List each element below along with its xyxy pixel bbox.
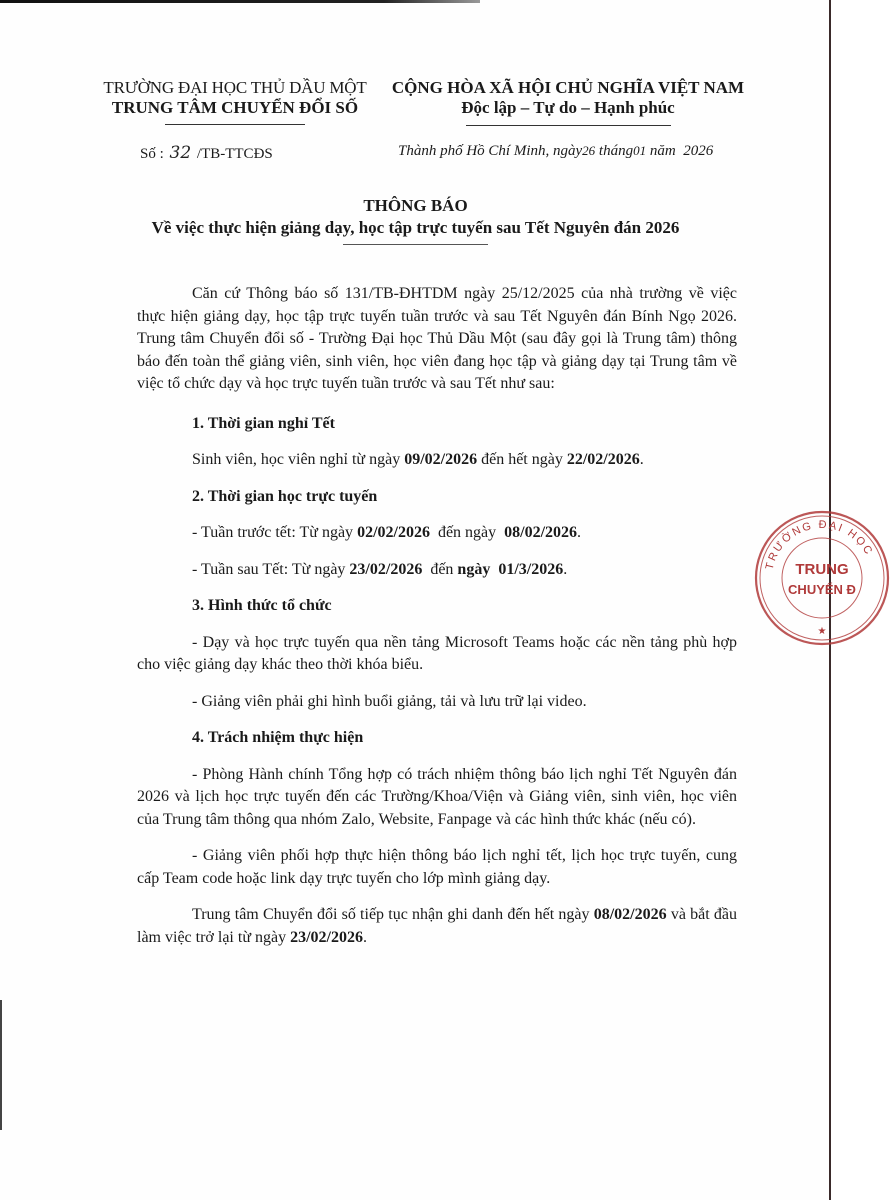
place-prefix: Thành phố Hồ Chí Minh, ngày: [398, 143, 583, 159]
holiday-text-mid: đến hết ngày: [477, 451, 567, 468]
week-before-from: 02/02/2026: [357, 524, 430, 541]
week-after-mid: đến: [422, 560, 458, 578]
scan-edge-left: [0, 1000, 2, 1130]
online-week-after: [137, 559, 737, 582]
online-week-before: [137, 522, 737, 545]
notice-subject: Về việc thực hiện giảng dạy, học tập trực tuyến sau Tết Nguyên đán 2026: [151, 218, 680, 237]
holiday-start-date: 09/02/2026: [404, 451, 478, 468]
closing-paragraph: [137, 904, 737, 949]
scan-edge-top: [0, 0, 480, 3]
notice-title: THÔNG BÁO: [363, 196, 468, 215]
date-day: 26: [582, 143, 596, 158]
month-label: tháng: [598, 143, 634, 159]
week-before-label: - Tuần trước tết: Từ ngày: [192, 524, 358, 541]
motto-underline: [466, 125, 671, 126]
holiday-text: Sinh viên, học viên nghỉ từ ngày: [192, 451, 405, 468]
section-4-heading: 4. Trách nhiệm thực hiện: [192, 729, 364, 746]
section-3-item-2: - Giảng viên phải ghi hình buổi giảng, tải và lưu trữ lại video.: [192, 692, 587, 710]
notice-body: [137, 283, 737, 949]
national-title: CỘNG HÒA XÃ HỘI CHỦ NGHĨA VIỆT NAM: [391, 78, 745, 97]
week-after-mid-bold: ngày: [457, 560, 491, 578]
national-motto: Độc lập – Tự do – Hạnh phúc: [461, 98, 675, 117]
official-seal-icon: [752, 508, 892, 648]
enrollment-deadline: 08/02/2026: [593, 906, 667, 923]
doc-number-value: 32: [169, 143, 192, 163]
week-after-from: 23/02/2026: [349, 560, 423, 578]
closing-text: Trung tâm Chuyển đổi số tiếp tục nhận ghi danh đến hết ngày: [192, 906, 594, 923]
resume-date: 23/02/2026: [290, 928, 363, 946]
week-before-end: .: [577, 524, 582, 541]
issuing-unit: TRUNG TÂM CHUYỂN ĐỔI SỐ: [111, 98, 359, 117]
section-4-item-1: - Phòng Hành chính Tổng hợp có trách nhiệm thông báo lịch nghỉ Tết Nguyên đán 2026 và lịch học trực tuyến đến các Trường/Khoa/Viện và Giảng viên, sinh viên, học viên của Trung tâm thông qua nhóm Zalo, Website, Fanpage và các hình thức khác (nếu có).: [137, 765, 737, 828]
closing-text-mid: và bắt đầu làm việc trở lại từ ngày: [137, 906, 738, 946]
notice-title-block: [0, 195, 831, 245]
seal-star-icon: ★: [817, 626, 827, 637]
holiday-end-date: 22/02/2026: [566, 451, 640, 468]
week-before-to: 08/02/2026: [504, 524, 578, 541]
week-after-to: 01/3/2026: [490, 560, 564, 578]
week-after-end: .: [563, 560, 568, 578]
seal-center-line-2: CHUYỂN Đ: [788, 582, 856, 597]
date-year: 2026: [683, 143, 714, 159]
section-1-text: [137, 449, 737, 472]
title-underline: [343, 244, 488, 245]
seal-ring-text: TRƯỜNG ĐẠI HỌC: [763, 518, 876, 571]
section-4-item-2: - Giảng viên phối hợp thực hiện thông báo lịch nghỉ tết, lịch học trực tuyến, cung cấp Team code hoặc link dạy trực tuyến cho lớp mình giảng dạy.: [137, 847, 737, 887]
holiday-text-end: .: [639, 451, 644, 468]
seal-center-line-1: TRUNG: [795, 561, 849, 578]
parent-organization: TRƯỜNG ĐẠI HỌC THỦ DẦU MỘT: [103, 78, 367, 97]
closing-text-end: .: [362, 928, 367, 946]
intro-paragraph: Căn cứ Thông báo số 131/TB-ĐHTDM ngày 25/12/2025 của nhà trường về việc thực hiện giảng dạy, học tập trực tuyến tuần trước và sau Tết Nguyên đán Bính Ngọ 2026. Trung tâm Chuyển đổi số - Trường Đại học Thủ Dầu Một (sau đây gọi là Trung tâm) thông báo đến toàn thể giảng viên, sinh viên, học viên đang học tập và giảng dạy tại Trung tâm về việc tổ chức dạy và học trực tuyến tuần trước và sau Tết như sau:: [137, 285, 737, 392]
issuer-header: [100, 78, 370, 125]
section-1-heading: 1. Thời gian nghỉ Tết: [192, 414, 335, 432]
week-after-label: - Tuần sau Tết: Từ ngày: [192, 560, 350, 578]
document-number: [140, 143, 273, 163]
section-2-heading: 2. Thời gian học trực tuyến: [192, 487, 378, 505]
section-3-item-1: - Dạy và học trực tuyến qua nền tảng Microsoft Teams hoặc các nền tảng phù hợp cho việc giảng dạy khác theo thời khóa biểu.: [137, 633, 737, 673]
issuer-underline: [165, 124, 305, 125]
place-and-date: [398, 143, 713, 160]
doc-number-prefix: Số :: [140, 146, 164, 162]
year-label: năm: [649, 143, 676, 159]
week-before-mid: đến ngày: [429, 524, 505, 541]
doc-number-suffix: /TB-TTCĐS: [196, 146, 273, 162]
section-3-heading: 3. Hình thức tổ chức: [192, 597, 332, 614]
national-header: [388, 78, 748, 126]
date-month: 01: [633, 143, 647, 158]
